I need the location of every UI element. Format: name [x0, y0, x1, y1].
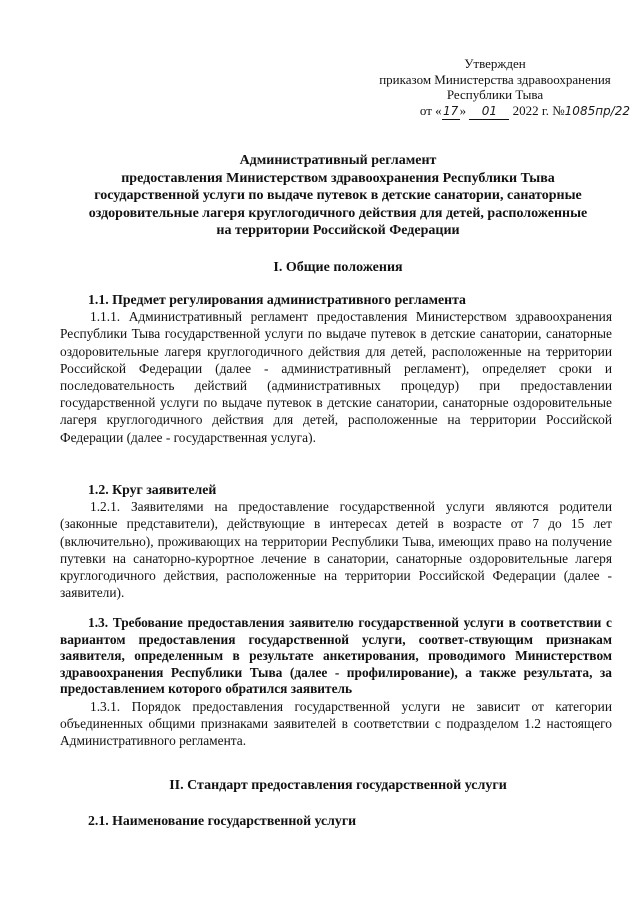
date-prefix: от «	[419, 102, 442, 118]
paragraph-1-3-1: 1.3.1. Порядок предоставления государственной услуги не зависит от категории объединенных общими признаками заявителей в соответствии с подразделом 1.2 настоящего Административного регламента.	[60, 698, 612, 749]
subsection-1-1	[60, 291, 612, 446]
subsection-1-1-heading: 1.1. Предмет регулирования административного регламента	[88, 292, 466, 307]
approval-line-3: Республики Тыва	[446, 87, 544, 102]
title-line-5: на территории Российской Федерации	[216, 223, 460, 238]
section-1-heading: I. Общие положения	[273, 260, 403, 275]
date-month: 01	[469, 104, 509, 121]
subsection-1-2-heading: 1.2. Круг заявителей	[88, 482, 217, 497]
order-number: 1085пр/22	[564, 103, 630, 118]
subsection-2-1-heading: 2.1. Наименование государственной услуги	[88, 813, 357, 828]
paragraph-1-1-1: 1.1.1. Административный регламент предоставления Министерством здравоохранения Республики Тыва государственной услуги по выдаче путевок в детские санатории, санаторные оздоровительные лагеря круглогодичного действия для детей, расположенные на территории Российской Федерации (далее - административный регламент), определяет сроки и последовательность действий (административных процедур) при предоставлении государственной услуги по выдаче путевок в детские санатории, санаторные оздоровительные лагеря круглогодичного действия для детей, расположенные на территории Российской Федерации (далее - государственная услуга).	[60, 309, 612, 445]
approval-stamp	[370, 56, 630, 120]
approval-date-line	[370, 103, 630, 121]
subsection-1-3-heading: 1.3. Требование предоставления заявителю государственной услуги в соответствии с вариантом предоставления государственной услуги, соответ-ствующим признакам заявителя, определенным в результате анкетирования, проводимого Министерством здравоохранения Республики Тыва (далее - профилирование), а также результата, за предоставлением которого обратился заявитель	[60, 615, 612, 697]
title-line-4: оздоровительные лагеря круглогодичного действия для детей, расположенные	[88, 205, 588, 221]
date-day: 17	[442, 104, 460, 121]
title-line-1: Административный регламент	[239, 153, 437, 168]
title-line-2: предоставления Министерством здравоохранения Республики Тыва	[121, 170, 555, 186]
section-2-heading: II. Стандарт предоставления государственной услуги	[169, 778, 507, 793]
date-year: 2022 г. №	[509, 102, 565, 118]
title-line-3: государственной услуги по выдаче путевок в детские санатории, санаторные	[94, 188, 582, 203]
approval-line-1: Утвержден	[464, 56, 526, 71]
approval-line-2: приказом Министерства здравоохранения	[379, 71, 611, 87]
subsection-1-2	[60, 481, 612, 601]
subsection-2-1	[88, 812, 612, 829]
document-title	[60, 152, 616, 240]
subsection-1-3	[60, 615, 612, 750]
date-mid: »	[459, 102, 470, 118]
paragraph-1-2-1: 1.2.1. Заявителями на предоставление государственной услуги являются родители (законные представители), действующие в интересах детей в возрасте от 7 до 15 лет (включительно), проживающих на территории Республики Тыва, имеющих право на получение путевки на санаторно-курортное лечение в санатории, санаторные оздоровительные лагеря круглогодичного действия, расположенные на территории Российской Федерации (далее - заявители).	[60, 499, 612, 601]
